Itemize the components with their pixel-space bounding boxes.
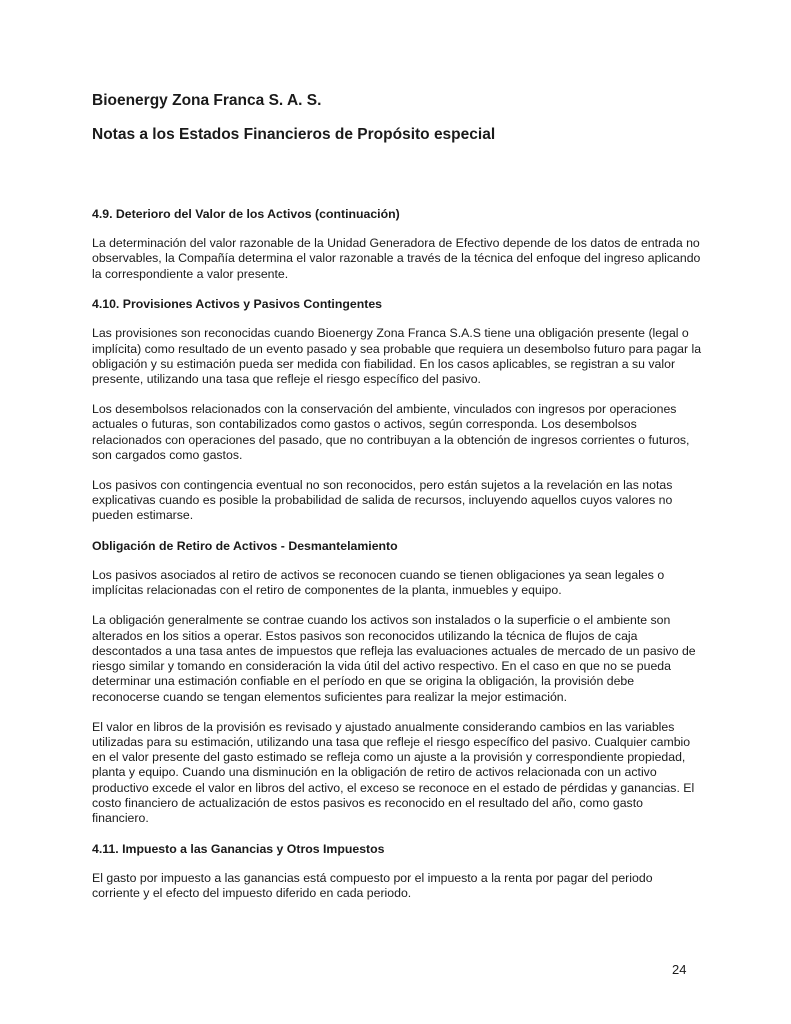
paragraph: La obligación generalmente se contrae cuando los activos son instalados o la superficie o el ambiente son alterados en los sitios a operar. Estos pasivos son reconocidos utilizando la técnica de flujos de caja descontados a una tasa antes de impuestos que refleja las evaluaciones actuales de mercado de un pasivo de riesgo similar y tomando en consideración la vida útil del activo respectivo. En el caso en que no se pueda determinar una estimación confiable en el período en que se origina la obligación, la provisión debe reconocerse cuando se tengan elementos suficientes para realizar la mejor estimación. [92,613,696,704]
company-name: Bioenergy Zona Franca S. A. S. [92,92,322,109]
page-number: 24 [672,962,687,977]
paragraph: Los pasivos asociados al retiro de activos se reconocen cuando se tienen obligaciones ya sean legales o implícitas relacionadas con el retiro de componentes de la planta, inmuebles y equipo. [92,568,665,598]
section-heading-4-9: 4.9. Deterioro del Valor de los Activos (continuación) [92,207,400,221]
document-title: Notas a los Estados Financieros de Propósito especial [92,126,496,143]
section-heading-4-10: 4.10. Provisiones Activos y Pasivos Contingentes [92,297,382,312]
paragraph: Las provisiones son reconocidas cuando Bioenergy Zona Franca S.A.S tiene una obligación presente (legal o implícita) como resultado de un evento pasado y sea probable que requiera un desembolso futuro para pagar la obligación y su estimación pueda ser medida con fiabilidad. En los casos aplicables, se registran a su valor presente, utilizando una tasa que refleje el riesgo específico del pasivo. [92,326,702,387]
paragraph: El valor en libros de la provisión es revisado y ajustado anualmente considerando cambios en las variables utilizadas para su estimación, utilizando una tasa que refleje el riesgo específico del pasivo. Cualquier cambio en el valor presente del gasto estimado se refleja como un ajuste a la provisión y correspondiente propiedad, planta y equipo. Cuando una disminución en la obligación de retiro de activos relacionada con un activo productivo excede el valor en libros del activo, el exceso se reconoce en el estado de pérdidas y ganancias. El costo financiero de actualización de estos pasivos es reconocido en el resultado del año, como gasto financiero. [92,719,695,826]
paragraph: La determinación del valor razonable de la Unidad Generadora de Efectivo depende de los datos de entrada no observables, la Compañía determina el valor razonable a través de la técnica del enfoque del ingreso aplicando la correspondiente a valor presente. [92,236,701,281]
paragraph: Los pasivos con contingencia eventual no son reconocidos, pero están sujetos a la revelación en las notas explicativas cuando es posible la probabilidad de salida de recursos, incluyendo aquellos cuyos valores no pueden estimarse. [92,477,673,523]
section-heading-4-11: 4.11. Impuesto a las Ganancias y Otros Impuestos [92,842,385,857]
paragraph: El gasto por impuesto a las ganancias está compuesto por el impuesto a la renta por pagar del periodo corriente y el efecto del impuesto diferido en cada periodo. [92,871,653,901]
paragraph: Los desembolsos relacionados con la conservación del ambiente, vinculados con ingresos por operaciones actuales o futuras, son contabilizados como gastos o activos, según corresponda. Los desembolsos relacionados con operaciones del pasado, que no contribuyan a la obtención de ingresos corrientes o futuros, son cargados como gastos. [92,402,690,462]
section-heading-retiro-activos: Obligación de Retiro de Activos - Desmantelamiento [92,539,398,554]
document-body [92,206,702,916]
